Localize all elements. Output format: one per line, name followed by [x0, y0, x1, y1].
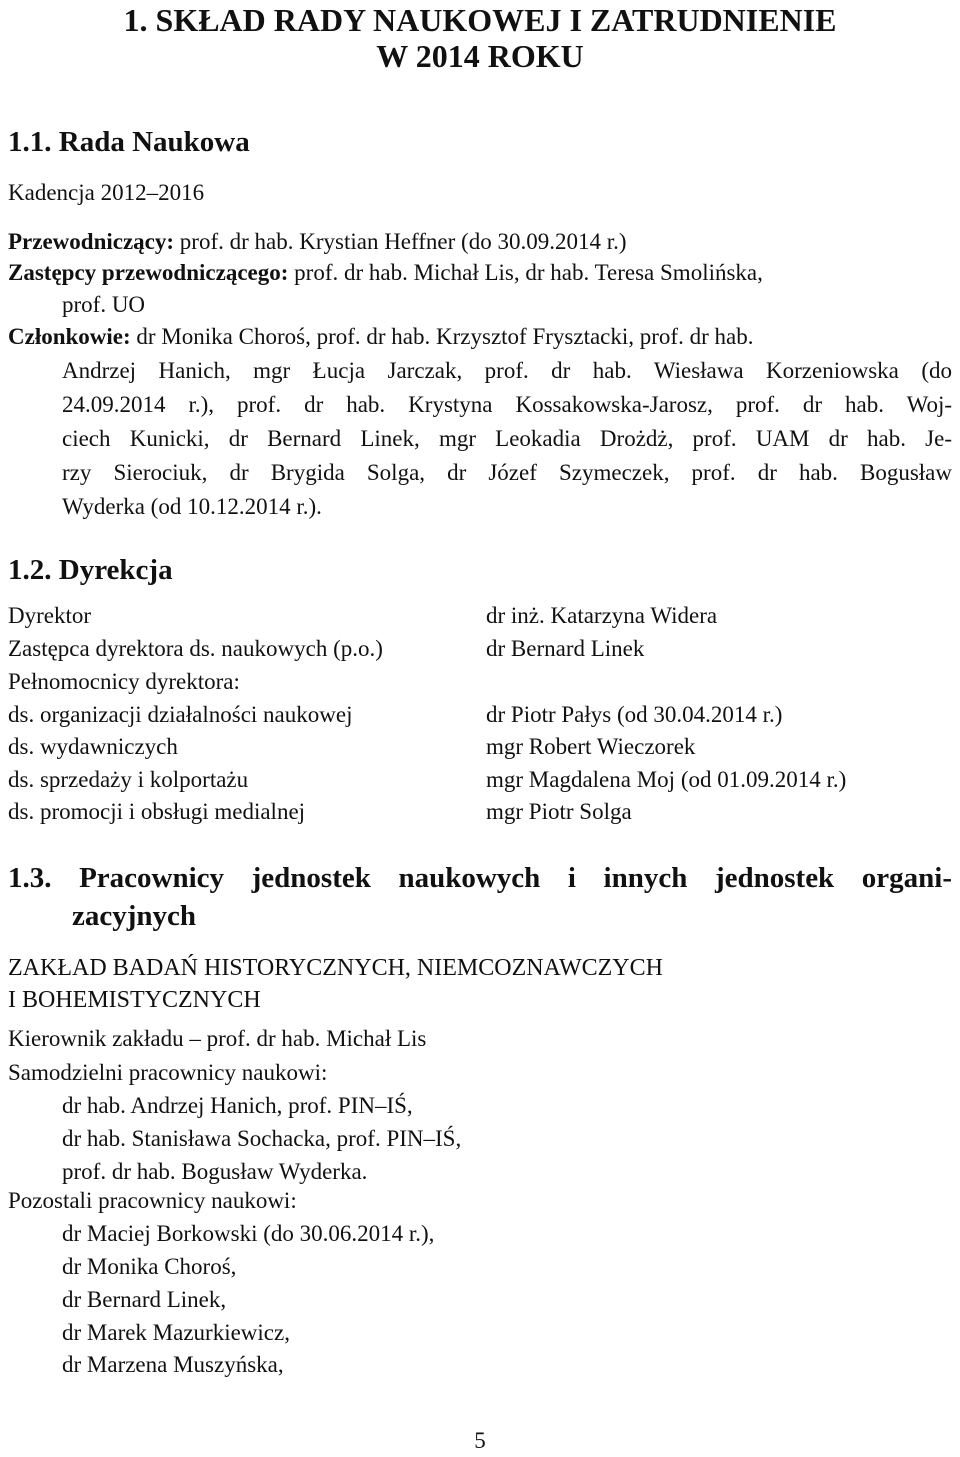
chair-value: prof. dr hab. Krystian Heffner (do 30.09.2014 r.) [174, 229, 627, 254]
members-line-5: rzy Sierociuk, dr Brygida Solga, dr Józef Szymeczek, prof. dr hab. Bogusław [62, 460, 952, 485]
department-head: Kierownik zakładu – prof. dr hab. Michał Lis [8, 1026, 427, 1051]
other-staff-item: dr Marzena Muszyńska, [62, 1352, 284, 1377]
directorate-value-5: mgr Magdalena Moj (od 01.09.2014 r.) [486, 767, 847, 792]
chapter-title-line-2: W 2014 ROKU [376, 38, 584, 74]
other-staff-label: Pozostali pracownicy naukowi: [8, 1188, 297, 1213]
other-staff-item: dr Marek Mazurkiewicz, [62, 1320, 290, 1345]
department-name-line-1: ZAKŁAD BADAŃ HISTORYCZNYCH, NIEMCOZNAWCZYCH [8, 955, 663, 981]
directorate-label-4: ds. wydawniczych [8, 734, 178, 759]
members-line-4: ciech Kunicki, dr Bernard Linek, mgr Leokadia Drożdż, prof. UAM dr hab. Je- [62, 426, 952, 451]
directorate-label-1: Zastępca dyrektora ds. naukowych (p.o.) [8, 636, 383, 661]
members-line-6: Wyderka (od 10.12.2014 r.). [62, 494, 322, 519]
deputy-value: prof. dr hab. Michał Lis, dr hab. Teresa Smolińska, [288, 260, 763, 285]
chair-label: Przewodniczący: [8, 229, 175, 254]
deputy-continuation: prof. UO [62, 292, 146, 317]
directorate-label-2: Pełnomocnicy dyrektora: [8, 669, 240, 694]
directorate-label-3: ds. organizacji działalności naukowej [8, 702, 353, 727]
section-1-1-heading: 1.1. Rada Naukowa [8, 126, 250, 158]
chair-line [8, 227, 627, 257]
independent-staff-item: prof. dr hab. Bogusław Wyderka. [62, 1159, 368, 1184]
members-line-3: 24.09.2014 r.), prof. dr hab. Krystyna Kossakowska-Jarosz, prof. dr hab. Woj- [62, 392, 952, 417]
department-name-line-2: I BOHEMISTYCZNYCH [8, 987, 261, 1013]
members-line-2: Andrzej Hanich, mgr Łucja Jarczak, prof. dr hab. Wiesława Korzeniowska (do [62, 358, 952, 383]
directorate-label-5: ds. sprzedaży i kolportażu [8, 767, 249, 792]
directorate-label-6: ds. promocji i obsługi medialnej [8, 799, 306, 824]
directorate-label-0: Dyrektor [8, 603, 92, 628]
other-staff-item: dr Maciej Borkowski (do 30.06.2014 r.), [62, 1221, 435, 1246]
directorate-value-6: mgr Piotr Solga [486, 799, 632, 824]
chapter-title-line-1: 1. SKŁAD RADY NAUKOWEJ I ZATRUDNIENIE [123, 2, 837, 38]
section-1-3-heading-line-1: 1.3. Pracownicy jednostek naukowych i innych jednostek organi- [8, 862, 952, 894]
page-number: 5 [474, 1428, 486, 1453]
independent-staff-label: Samodzielni pracownicy naukowi: [8, 1060, 328, 1085]
section-1-2-heading: 1.2. Dyrekcja [8, 554, 173, 586]
other-staff-item: dr Monika Choroś, [62, 1254, 237, 1279]
members-line [8, 322, 753, 352]
members-label: Członkowie: [8, 324, 131, 349]
deputy-label: Zastępcy przewodniczącego: [8, 260, 289, 285]
members-first: dr Monika Choroś, prof. dr hab. Krzysztof Frysztacki, prof. dr hab. [130, 324, 754, 349]
directorate-value-1: dr Bernard Linek [486, 636, 645, 661]
other-staff-item: dr Bernard Linek, [62, 1287, 227, 1312]
deputy-line [8, 258, 763, 288]
kadencja-line: Kadencja 2012–2016 [8, 180, 205, 205]
section-1-3-heading-line-2: zacyjnych [72, 900, 197, 932]
directorate-value-0: dr inż. Katarzyna Widera [486, 603, 718, 628]
directorate-value-4: mgr Robert Wieczorek [486, 734, 696, 759]
directorate-value-3: dr Piotr Pałys (od 30.04.2014 r.) [486, 702, 783, 727]
independent-staff-item: dr hab. Andrzej Hanich, prof. PIN–IŚ, [62, 1093, 413, 1118]
independent-staff-item: dr hab. Stanisława Sochacka, prof. PIN–IŚ, [62, 1126, 462, 1151]
